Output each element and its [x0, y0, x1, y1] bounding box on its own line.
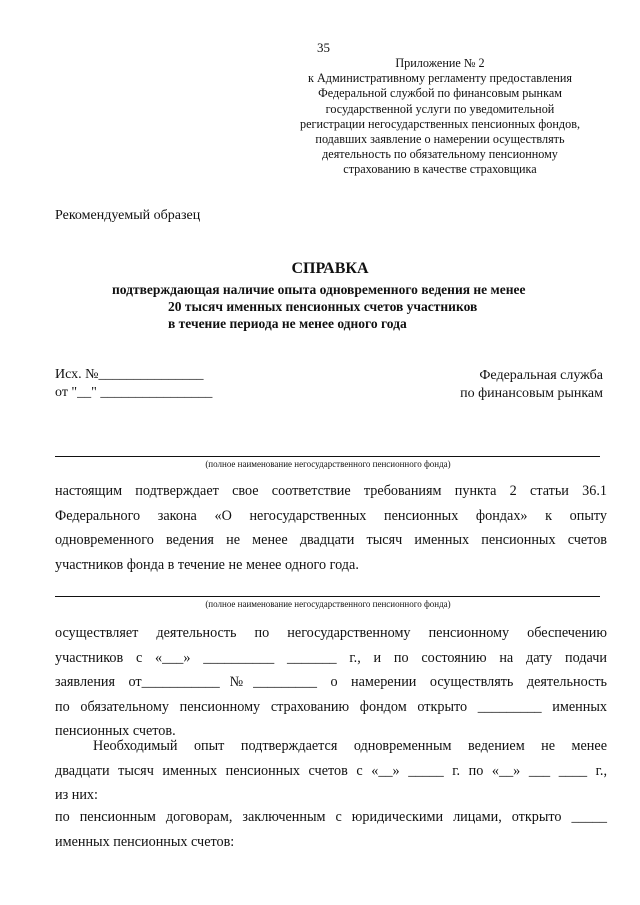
paragraph-line: двадцати тысяч именных пенсионных счетов с «__» _____ г. по «__» ___ ____ г.,: [55, 762, 607, 779]
outgoing-date-field[interactable]: от "__" ________________: [55, 385, 213, 400]
outgoing-number-field[interactable]: Исх. №_______________: [55, 367, 204, 382]
paragraph-line: пенсионных счетов.: [55, 723, 176, 739]
recipient-line: по финансовым рынкам: [460, 386, 603, 401]
subtitle-line: подтверждающая наличие опыта одновременного ведения не менее: [112, 282, 526, 297]
paragraph-line: из них:: [55, 787, 98, 803]
paragraph-line: одновременного ведения не менее двадцати тысяч именных пенсионных счетов: [55, 532, 607, 548]
paragraph-line: осуществляет деятельность по негосударственному пенсионному обеспечению: [55, 625, 607, 641]
document-subtitle: [112, 281, 526, 332]
paragraph-line: Необходимый опыт подтверждается одновременным ведением не менее: [93, 738, 607, 754]
document-title: СПРАВКА: [291, 260, 369, 277]
appendix-line: подавших заявление о намерении осуществлять: [315, 132, 565, 147]
fund-name-caption-1: (полное наименование негосударственного пенсионного фонда): [205, 459, 451, 469]
subtitle-line: 20 тысяч именных пенсионных счетов участников: [168, 299, 478, 314]
appendix-line: деятельность по обязательному пенсионному: [322, 147, 558, 162]
paragraph-line: участников фонда в течение не менее одного года.: [55, 556, 359, 573]
recipient-line: Федеральная служба: [479, 368, 603, 383]
appendix-line: регистрации негосударственных пенсионных фондов,: [300, 116, 580, 131]
fund-name-field-2[interactable]: [55, 596, 600, 597]
fund-name-field-1[interactable]: [55, 456, 600, 457]
fund-name-caption-2: (полное наименование негосударственного пенсионного фонда): [205, 599, 451, 609]
appendix-line: государственной услуги по уведомительной: [325, 101, 555, 116]
appendix-line: Приложение № 2: [395, 56, 485, 70]
paragraph-line: Федерального закона «О негосударственных пенсионных фондах» к опыту: [55, 507, 607, 524]
paragraph-line: участников с «___» __________ _______ г., и по состоянию на дату подачи: [55, 649, 607, 666]
paragraph-line: заявления от___________№_________ о намерении осуществлять деятельность: [55, 674, 607, 690]
subtitle-line: в течение периода не менее одного года: [168, 316, 407, 331]
paragraph-legal-entities: [55, 805, 607, 854]
recommended-sample-label: Рекомендуемый образец: [55, 208, 201, 223]
paragraph-line: по обязательному пенсионному страхованию фондом открыто _________ именных: [55, 698, 607, 715]
appendix-line: к Административному регламенту предоставления: [308, 71, 572, 86]
recipient-block: [460, 367, 603, 403]
appendix-line: Федеральной службой по финансовым рынкам: [318, 86, 562, 101]
page-number: 35: [317, 40, 330, 55]
appendix-header: [240, 56, 640, 178]
paragraph-line: настоящим подтверждает свое соответствие требованиям пункта 2 статьи 36.1: [55, 483, 607, 499]
paragraph-activity: [55, 621, 607, 744]
paragraph-line: именных пенсионных счетов:: [55, 833, 235, 850]
paragraph-compliance: [55, 479, 607, 577]
paragraph-line: по пенсионным договорам, заключенным с юридическими лицами, открыто _____: [55, 809, 607, 825]
paragraph-experience: [55, 734, 607, 808]
appendix-line: страхованию в качестве страховщика: [343, 162, 537, 177]
